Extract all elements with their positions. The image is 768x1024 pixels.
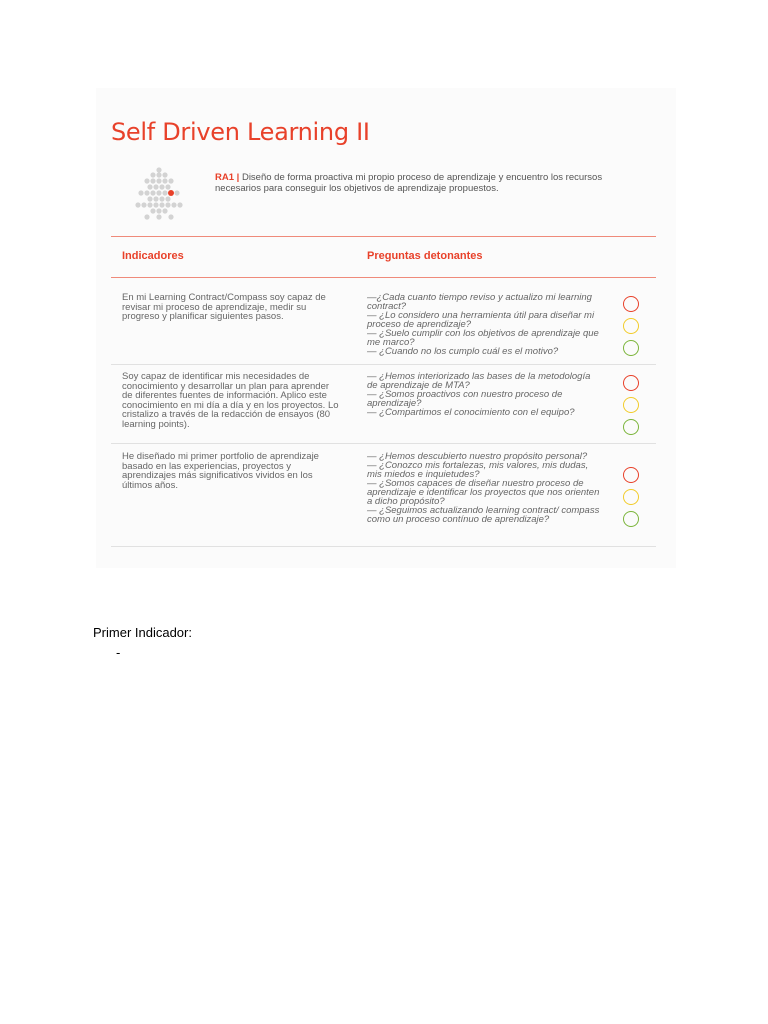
header-top-rule xyxy=(111,236,656,237)
yellow-circle-icon xyxy=(623,397,639,413)
question-item: — ¿Somos capaces de diseñar nuestro proceso de aprendizaje e identificar los proyectos que nos orienten a dicho propósito? xyxy=(367,478,600,507)
question-item: —¿Cada cuanto tiempo reviso y actualizo mi learning contract? xyxy=(367,292,592,312)
questions-list xyxy=(367,452,603,524)
rubric-image xyxy=(96,88,676,568)
question-item: — ¿Cuando no los cumplo cuál es el motivo? xyxy=(367,346,559,357)
question-item: — ¿Somos proactivos con nuestro proceso de aprendizaje? xyxy=(367,389,563,409)
question-item: — ¿Seguimos actualizando learning contract/ compass como un proceso contínuo de aprendizaje? xyxy=(367,505,600,525)
red-circle-icon xyxy=(623,467,639,483)
questions-list xyxy=(367,372,603,417)
question-item: — ¿Lo considero una herramienta útil para diseñar mi proceso de aprendizaje? xyxy=(367,310,595,330)
question-item: — ¿Compartimos el conocimiento con el equipo? xyxy=(367,407,575,418)
header-bottom-rule xyxy=(111,277,656,278)
question-item: — ¿Hemos interiorizado las bases de la metodología de aprendizaje de MTA? xyxy=(367,371,591,391)
question-item: — ¿Suelo cumplir con los objetivos de aprendizaje que me marco? xyxy=(367,328,599,348)
traffic-light xyxy=(623,296,641,362)
row-divider xyxy=(111,546,656,547)
red-circle-icon xyxy=(623,375,639,391)
ra-label: RA1 | xyxy=(215,172,240,183)
col-header-indicadores: Indicadores xyxy=(122,250,184,262)
list-bullet: - xyxy=(116,645,121,660)
col-header-preguntas: Preguntas detonantes xyxy=(367,250,483,262)
traffic-light xyxy=(623,467,641,533)
row-divider xyxy=(111,364,656,365)
question-item: — ¿Conozco mis fortalezas, mis valores, mis dudas, mis miedos e inquietudes? xyxy=(367,460,589,480)
tree-logo-icon xyxy=(130,166,188,222)
row-divider xyxy=(111,443,656,444)
green-circle-icon xyxy=(623,511,639,527)
indicator-text: En mi Learning Contract/Compass soy capaz de revisar mi proceso de aprendizaje, medir su progreso y planificar siguientes pasos. xyxy=(122,292,326,322)
ra-description xyxy=(215,172,645,194)
yellow-circle-icon xyxy=(623,489,639,505)
indicator-text: Soy capaz de identificar mis necesidades de conocimiento y desarrollar un plan para aprender de diferentes fuentes de información. Aplico este conocimiento en mi día a día y en los proyectos. Lo cristalizo a través de la redacción de ensayos (80 learning points). xyxy=(122,371,339,430)
indicator-text: He diseñado mi primer portfolio de aprendizaje basado en las experiencias, proyectos y aprendizajes más significativos vividos en los últimos años. xyxy=(122,451,319,491)
rubric-title: Self Driven Learning II xyxy=(111,118,370,146)
yellow-circle-icon xyxy=(623,318,639,334)
primer-indicador-label: Primer Indicador: xyxy=(93,625,192,640)
red-circle-icon xyxy=(623,296,639,312)
questions-list xyxy=(367,293,603,356)
question-item: — ¿Hemos descubierto nuestro propósito personal? xyxy=(367,451,588,462)
green-circle-icon xyxy=(623,419,639,435)
green-circle-icon xyxy=(623,340,639,356)
ra-text: Diseño de forma proactiva mi propio proceso de aprendizaje y encuentro los recursos necesarios para conseguir los objetivos de aprendizaje propuestos. xyxy=(215,172,603,194)
traffic-light xyxy=(623,375,641,441)
